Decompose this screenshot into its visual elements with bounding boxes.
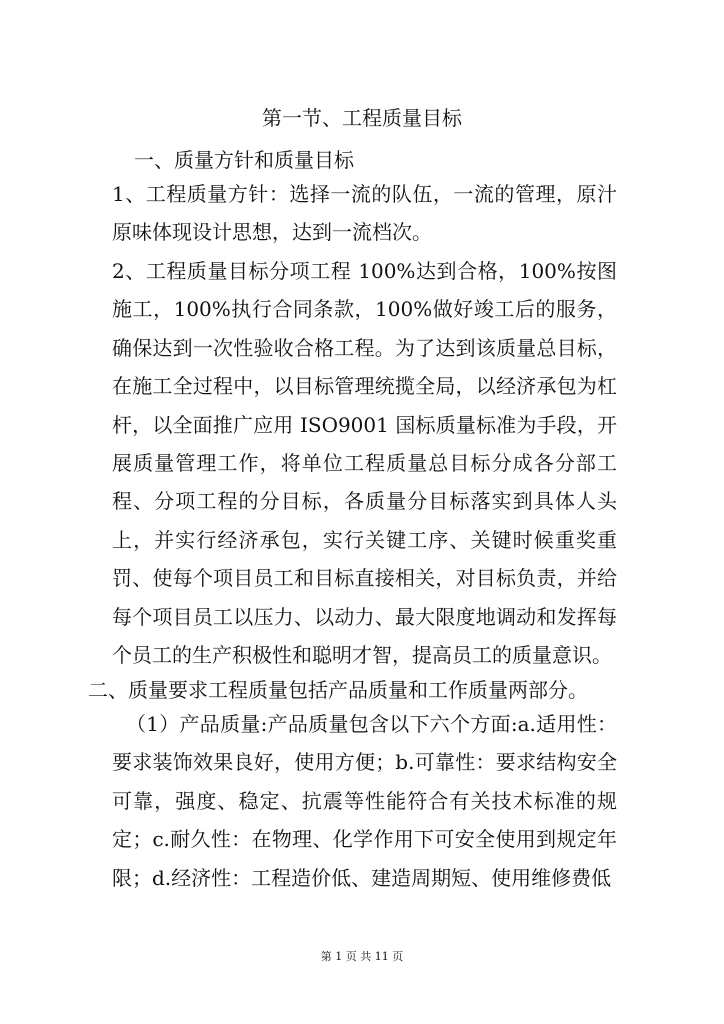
page-title: 第一节、工程质量目标 xyxy=(262,106,462,130)
paragraph-product-quality: （1）产品质量:产品质量包含以下六个方面:a.适用性：要求装饰效果良好，使用方便；b.可靠性：要求结构安全可靠，强度、稳定、抗震等性能符合有关技术标准的规定；c.耐久性：在物理、化学作用下可安全使用到规定年限；d.经济性：工程造价低、建造周期短、使用维修费低 xyxy=(112,712,617,890)
page-number-footer: 第 1 页 共 11 页 xyxy=(320,950,404,963)
paragraph-quality-target: 2、工程质量目标分项工程 100%达到合格，100%按图施工，100%执行合同条款，100%做好竣工后的服务，确保达到一次性验收合格工程。为了达到该质量总目标，在施工全过程中，以目标管理统揽全局，以经济承包为杠杆，以全面推广应用 ISO9001 国标质量标准为手段，开展质量管理工作，将单位工程质量总目标分成各分部工程、分项工程的分目标，各质量分目标落实到具体人头上，并实行经济承包，实行关键工序、关键时候重奖重罚、使每个项目员工和目标直接相关，对目标负责，并给每个项目员工以压力、以动力、最大限度地调动和发挥每个员工的生产积极性和聪明才智，提高员工的质量意识。 xyxy=(112,259,617,668)
paragraph-quality-policy: 1、工程质量方针：选择一流的队伍，一流的管理，原汁原味体现设计思想，达到一流档次。 xyxy=(112,182,617,245)
section-1-heading: 一、质量方针和质量目标 xyxy=(134,148,354,172)
section-2-heading: 二、质量要求工程质量包括产品质量和工作质量两部分。 xyxy=(88,678,588,702)
